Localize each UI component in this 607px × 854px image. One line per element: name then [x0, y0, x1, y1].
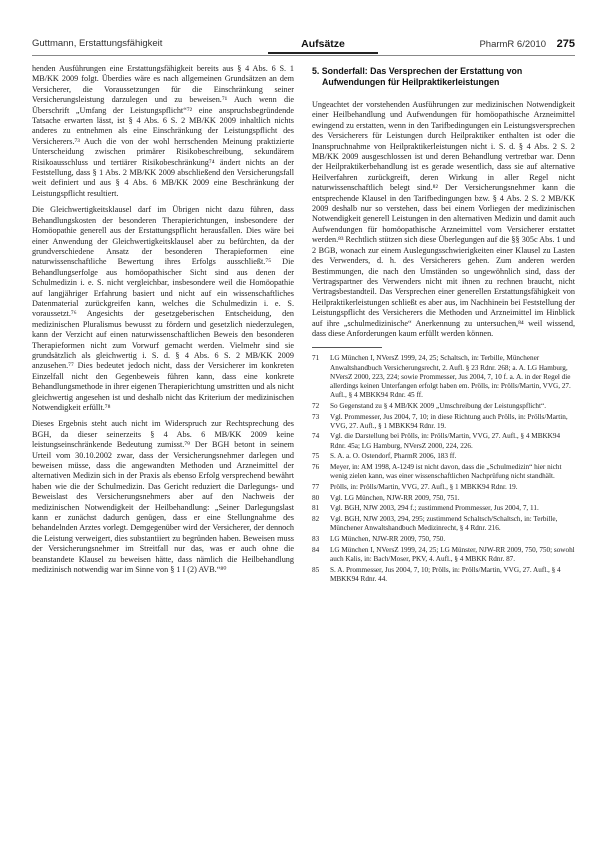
body-paragraph: henden Ausführungen eine Erstattungsfähigkeit bereits aus § 4 Abs. 6 S. 1 MB/KK 2009 folgt. Überdies wäre es nach allgemeinen Grundsätzen an dem Versicherer, die Voraussetzungen für die Einschränkung seiner Versicherungsleistung darzulegen und zu beweisen.⁷¹ Auch wenn die Überschrift „Umfang der Leistungspflicht“⁷² eine anspruchsbegründende Tatsache erwarten lässt, ist § 4 Abs. 6 S. 2 MB/KK 2009 inhaltlich nichts anderes zu entnehmen als eine Einschränkung der Leistungspflicht des Versicherers.⁷³ Auch die von der wohl herrschenden Meinung praktizierte Unterscheidung zwischen primärer Risikobeschreibung, sekundärem Risikoausschluss und tertiärer Risikobeschränkung⁷⁴ ändert nichts an der Feststellung, dass § 1 Abs. 2 MB/KK 2009 abschließend den Versicherungsfall weit definiert und aus § 4 Abs. 6 MB/KK 2009 eine Beschränkung der Leistungspflicht resultiert.: [32, 64, 294, 198]
footnote-number: 72: [312, 401, 320, 410]
footnote-text: Vgl. BGH, NJW 2003, 294, 295; zustimmend Schaltsch/Schaltsch, in: Terbille, Münchener Anwaltshandbuch Medizinrecht, § 4 Rdnr. 216.: [330, 515, 558, 533]
footnote-number: 84: [312, 545, 320, 554]
left-column: [32, 64, 294, 582]
footnote: [312, 546, 575, 564]
section-label: Aufsätze: [301, 38, 345, 50]
footnote: [312, 432, 575, 450]
article-short-title: Guttmann, Erstattungsfähigkeit: [32, 38, 163, 49]
footnote-separator: [312, 347, 382, 348]
footnote-text: Vgl. LG München, NJW-RR 2009, 750, 751.: [330, 493, 460, 502]
footnote-text: Meyer, in: AM 1998, A-1249 ist nicht davon, dass die „Schulmedizin“ hier nicht wenig zielen kann, was einer wissenschaftlichen Nachprüfung nicht standhält.: [330, 463, 562, 481]
footnote: [312, 566, 575, 584]
journal-reference: [479, 38, 575, 50]
right-column: [312, 64, 575, 586]
footnote-number: 83: [312, 535, 320, 543]
footnote-text: LG München I, NVersZ 1999, 24, 25; LG Münster, NJW-RR 2009, 750, 750; sowohl auch Kalis, in: Bach/Moser, PKV, 4. Aufl., § 4 MBKK Rdnr. 87.: [330, 545, 575, 563]
running-head: [32, 38, 575, 52]
footnote: [312, 515, 575, 533]
footnote: [312, 402, 575, 411]
body-paragraph: Ungeachtet der vorstehenden Ausführungen zur medizinischen Notwendigkeit einer Heilbehandlung und Aufwendungen für homöopathische Arzneimittel ewingend zu erstatten, wenn in den Tarifbedingungen ein Leistungsversprechen des Versicherers für Leistungen durch Heilpraktiker enthalten ist oder die Inanspruchnahme von Heilpraktikerleistungen nicht i. S. d. § 4 Abs. 2 S. 2 MB/KK 2009 ausgeschlossen ist und deren Behandlung vertretbar war. Denn der Heilpraktikerbehandlung ist es gerade wesentlich, dass sie auf alternative Heilverfahren zurückgreift, deren Wirkung in aller Regel nicht naturwissenschaftlich belegt sind.⁸² Der Versicherungsnehmer kann die entsprechende Klausel in den Tarifbedingungen bzw. § 4 Abs. 2 S. 2 MB/KK 2009 deshalb nur so verstehen, dass bei einem Vorliegen der medizinischen Notwendigkeit generell Leistungen in den alternativen Medizin und damit auch Aufwendungen für homöopathische Arzneimittel vom Versicherer erstattet werden.⁸³ Rechtlich stützen sich diese Überlegungen auf die §§ 305c Abs. 1 und 2 BGB, wonach zur einem Auslegungsschwierigkeiten einer Klausel zu Lasten des Verwenders, d. h. des Versicherers gehen. Zum anderen werden Bestimmungen, die nach den Umständen so ungewöhnlich sind, dass der Vertragspartner des Verwenders nicht mit ihnen zu rechnen braucht, nicht Vertragsbestandteil. Das Versprechen einer generellen Erstattungsfähigkeit von Heilpraktikerleistungen schließt es aber aus, im Nachhinein bei Feststellung der Leistungspflicht des Versicherers die Methoden und Arzneimittel im Hinblick auf ihre „schulmedizinische“ Anerkennung zu untersuchen,⁸⁴ weil wissend, dass diese Anforderungen kaum erfüllt werden können.: [312, 100, 575, 338]
footnote-text: S. A. Prommesser, Jus 2004, 7, 10; Prölls, in: Prölls/Martin, VVG, 27. Aufl., § 4 MBKK94 Rdnr. 44.: [330, 565, 561, 583]
footnote-text: Vgl. Prommesser, Jus 2004, 7, 10; in diese Richtung auch Prölls, in: Prölls/Martin, VVG, 27. Aufl., § 1 MBKK94 Rdnr. 19.: [330, 412, 568, 430]
footnote-number: 73: [312, 412, 320, 421]
footnote-text: Vgl. die Darstellung bei Prölls, in: Prölls/Martin, VVG, 27. Aufl., § 4 MBKK94 Rdnr. 45a; LG Hamburg, NVersZ 2000, 224, 226.: [330, 432, 561, 450]
footnote-number: 74: [312, 432, 320, 441]
footnote-number: 76: [312, 463, 320, 472]
footnote-number: 81: [312, 504, 320, 513]
footnote-number: 75: [312, 452, 320, 461]
footnote-number: 82: [312, 515, 320, 524]
footnote: [312, 494, 575, 503]
footnote-number: 85: [312, 565, 320, 574]
footnote-text: Prölls, in: Prölls/Martin, VVG, 27. Aufl., § 1 MBKK94 Rdnr. 19.: [330, 482, 518, 491]
footnote-text: LG München, NJW-RR 2009, 750, 750.: [330, 535, 446, 543]
footnote-text: LG München I, NVersZ 1999, 24, 25; Schaltsch, in: Terbille, Münchener Anwaltshandbuch Versicherungsrecht, 2. Aufl. § 23 Rdnr. 268; a. A. LG Hamburg, NVersZ 2000, 223, 224; sowie Prommesser, Jus 2004, 7, 10 f. a. A. in der Regel die allerdings keinen Unterfangen erfolgt haben em. Prölls, in: Prölls/Martin, VVG, 27. Aufl., § 4 MBKK94 Rdnr. 45 ff.: [330, 354, 571, 400]
footnote-text: S. A. a. O. Ostendorf, PharmR 2006, 183 ff.: [330, 452, 457, 461]
journal-issue: PharmR 6/2010: [479, 39, 546, 50]
footnote: [312, 483, 575, 492]
footnote: [312, 354, 575, 400]
body-paragraph: Dieses Ergebnis steht auch nicht im Widerspruch zur Rechtsprechung des BGH, da dieser seinerzeits § 4 Abs. 6 MB/KK 2009 keine leistungseinschränkende Bedeutung zumisst.⁷⁹ Der BGH betont in seinem Urteil vom 30.10.2002 zwar, dass der Versicherungsnehmer darlegen und beweisen müsse, dass die angewandten Methoden und Arzneimittel der alternativen Medizin sich in der Praxis als ebenso Erfolg versprechend bewährt haben wie die der Schulmedizin. Das Gericht reduziert die Darlegungs- und Beweislast des Versicherungsnehmers aber auf den Nachweis der medizinischen Notwendigkeit der Heilbehandlung: „Seiner Darlegungslast kann er zunächst dadurch genügen, dass er eine Stellungnahme des behandelnden Arztes vorlegt. Demgegenüber wird der Versicherer, der dennoch die Leistung verweigert, dies substantiiert zu begründen haben. Beweisen muss der Versicherungsnehmer im Streitfall nur das, was er auch ohne die beanstandete Klausel zu beweisen hätte, dass nämlich die Heilbehandlung medizinisch notwendig war im Sinne von § 1 I (2) AVB.“⁸⁰: [32, 419, 294, 575]
section-label-underline: [268, 52, 378, 54]
header-rule: [32, 55, 575, 56]
footnote: [312, 463, 575, 481]
body-paragraph: Die Gleichwertigkeitsklausel darf im Übrigen nicht dazu führen, dass Behandlungskosten der besonderen Therapierichtungen, insbesondere der Homöopathie generell aus der Erstattungspflicht herausfallen. Dies wäre bei einer Anwendung der Gleichwertigkeitsklausel aber zu befürchten, da der grundverschiedene Ansatz der besonderen Therapieformen eine naturwissenschaftliche Bewertung ihres Erfolgs ausschließt.⁷⁵ Die Behandlungserfolge aus homöopathischer Sicht sind aus denen der Schulmedizin i. e. S. nicht vergleichbar, insbesondere weil die Homöopathie auf langjähriger Erfahrung basiert und nicht auf ein wissenschaftliches Datenmaterial zurückgreifen kann, welches die Schulmedizin i. e. S. voraussetzt.⁷⁶ Angesichts der gesetzgeberischen Entscheidung, den medizinischen Pluralismus bewusst zu fördern und gesetzlich niederzulegen, kann der Verzicht auf einen naturwissenschaftlichen Beweis den besonderen Therapieformen nicht zum Vorwurf gemacht werden. Vielmehr sind sie grundsätzlich als gleichwertig i. S. d. § 4 Abs. 6 S. 2 MB/KK 2009 anzusehen.⁷⁷ Dies bedeutet jedoch nicht, dass der Versicherer im konkreten Einzelfall nicht den Gegenbeweis führen kann, dass eine konkrete Behandlungsmethode in ihrer eigenen Therapierichtung umstritten und als nicht gleichwertig angesehen ist und deshalb nicht das Kriterium der medizinischen Notwendigkeit erfüllt.⁷⁸: [32, 205, 294, 412]
footnote-text: Vgl. BGH, NJW 2003, 294 f.; zustimmend Prommesser, Jus 2004, 7, 11.: [330, 504, 539, 513]
footnote: [312, 535, 575, 544]
footnote-number: 77: [312, 482, 320, 491]
section-heading: 5. Sonderfall: Das Versprechen der Erstattung von Aufwendungen für Heilpraktikerleistungen: [312, 66, 523, 87]
footnote: [312, 452, 575, 461]
footnote-number: 80: [312, 493, 320, 502]
footnote-text: So Gegenstand zu § 4 MB/KK 2009 „Umschreibung der Leistungspflicht“.: [330, 401, 546, 410]
footnote-number: 71: [312, 354, 320, 363]
footnote: [312, 504, 575, 513]
footnotes: [312, 354, 575, 584]
page-number: 275: [556, 38, 575, 50]
footnote: [312, 413, 575, 431]
